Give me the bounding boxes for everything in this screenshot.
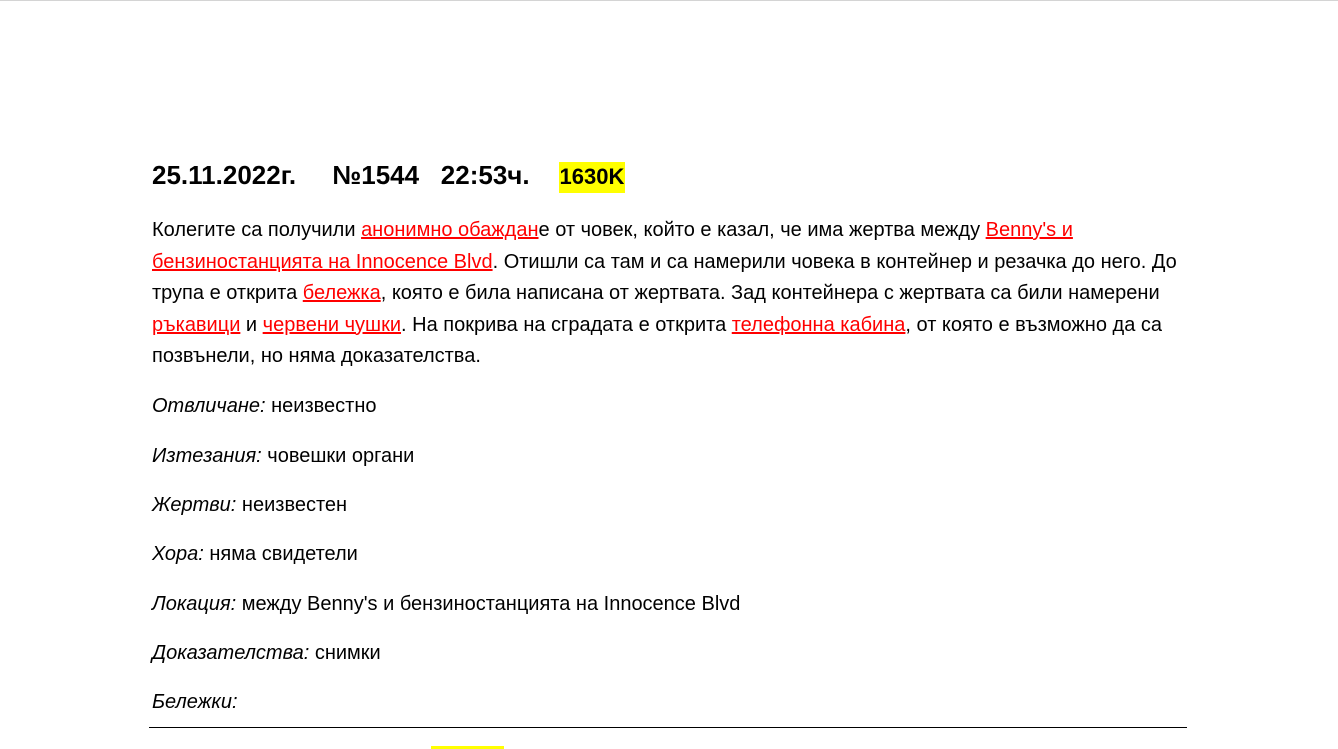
link-gloves[interactable]: ръкавици [152, 313, 241, 336]
field-value: неизвестен [236, 494, 348, 516]
field-label: Доказателства: [152, 642, 310, 664]
page-top-border [0, 0, 1338, 1]
field-value: неизвестно [265, 395, 377, 417]
field-value: между Benny's и бензиностанцията на Innocence Blvd [236, 593, 741, 615]
link-anonymous-call[interactable]: анонимно обаждан [361, 219, 539, 241]
field-label: Хора: [152, 543, 204, 565]
report-heading [152, 158, 625, 194]
field-victims [152, 492, 347, 518]
report-paragraph [152, 215, 1188, 373]
text-run: и [240, 313, 263, 336]
divider-line [149, 727, 1187, 728]
field-notes [152, 689, 238, 715]
field-label: Жертви: [152, 494, 237, 516]
text-run: . На покрива на сградата е открита [401, 313, 732, 336]
text-run: е от човек, който е казал, че има жертва между [538, 219, 986, 241]
report-time: 22:53ч. [440, 160, 530, 190]
link-red-peppers[interactable]: червени чушки [262, 313, 402, 336]
field-label: Бележки: [152, 691, 238, 713]
field-label: Отвличане: [152, 395, 266, 417]
text-run: Колегите са получили [152, 219, 362, 241]
field-location [152, 591, 740, 617]
link-phone-booth[interactable]: телефонна кабина [731, 313, 906, 336]
field-value: човешки органи [261, 445, 415, 467]
field-kidnapping [152, 393, 376, 419]
field-evidence [152, 640, 381, 666]
text-run: , от която е възможно да са позвънели, но няма доказателства. [152, 313, 1162, 367]
field-label: Изтезания: [152, 445, 262, 467]
field-value: снимки [309, 642, 381, 664]
link-note[interactable]: бележка [302, 282, 381, 304]
text-run: , която е била написана от жертвата. Зад контейнера с жертвата са били намерени [380, 282, 1160, 304]
report-date: 25.11.2022г. [152, 160, 297, 190]
report-code-highlight: 1630K [559, 162, 626, 193]
report-number: №1544 [332, 160, 420, 190]
field-torture [152, 443, 414, 469]
field-label: Локация: [152, 593, 237, 615]
field-value: няма свидетели [203, 543, 358, 565]
link-location[interactable]: Benny's и бензиностанцията на Innocence Blvd [152, 219, 1073, 273]
field-people [152, 541, 358, 567]
text-run: . Отишли са там и са намерили човека в контейнер и резачка до него. До трупа е открита [152, 250, 1177, 304]
